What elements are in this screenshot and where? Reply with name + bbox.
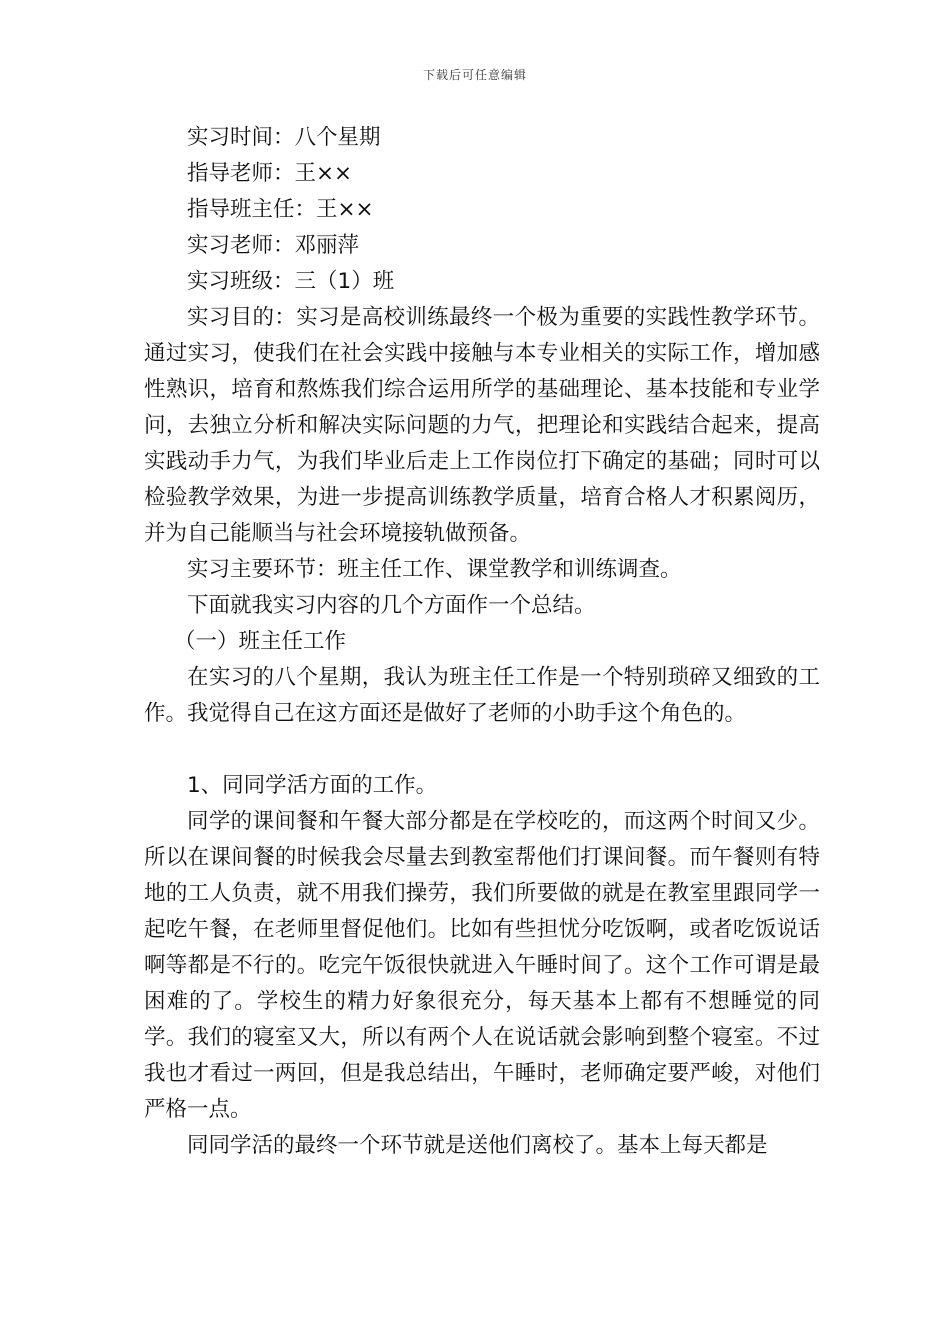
page-header-note: 下载后可任意编辑 [422, 68, 527, 82]
field-label: 指导班主任： [187, 197, 317, 222]
field-value: 王×× [316, 197, 374, 222]
field-label: 实习班级： [187, 269, 295, 294]
main-links-paragraph: 实习主要环节：班主任工作、课堂教学和训练调查。 [187, 557, 682, 582]
student-life-paragraph: 同学的课间餐和午餐大部分都是在学校吃的，而这两个时间又少。所以在课间餐的时候我会尽量去到教室帮他们打课间餐。而午餐则有特地的工人负责，就不用我们操劳，我们所要做的就是在教室里跟同学一起吃午餐，在老师里督促他们。比如有些担忧分吃饭啊，或者吃饭说话啊等都是不行的。吃完午饭很快就进入午睡时间了。这个工作可谓是最困难的了。学校生的精力好象很充分，每天基本上都有不想睡觉的同学。我们的寝室又大，所以有两个人在说话就会影响到整个寝室。不过我也才看过一两回，但是我总结出，午睡时，老师确定要严峻，对他们严格一点。 [144, 809, 820, 1122]
field-head-teacher [144, 192, 820, 228]
field-value: 三（1）班 [294, 269, 395, 294]
section-intro-paragraph: 在实习的八个星期，我认为班主任工作是一个特别琐碎又细致的工作。我觉得自己在这方面还是做好了老师的小助手这个角色的。 [144, 665, 820, 726]
purpose-paragraph: 实习目的：实习是高校训练最终一个极为重要的实践性教学环节。通过实习，使我们在社会实践中接触与本专业相关的实际工作，增加感性熟识，培育和熬炼我们综合运用所学的基础理论、基本技能和专业学问，去独立分析和解决实际问题的力气，把理论和实践结合起来，提高实践动手力气，为我们毕业后走上工作岗位打下确定的基础；同时可以检验教学效果，为进一步提高训练教学质量，培育合格人才积累阅历，并为自己能顺当与社会环境接轨做预备。 [144, 305, 820, 546]
field-label: 实习时间： [187, 125, 295, 150]
summary-intro-paragraph: 下面就我实习内容的几个方面作一个总结。 [187, 593, 596, 618]
field-internship-time [144, 120, 820, 156]
subsection-heading-student-life: 1、同同学活方面的工作。 [187, 773, 438, 798]
field-label: 实习老师： [187, 233, 295, 258]
field-supervisor [144, 156, 820, 192]
field-class [144, 264, 820, 300]
dismissal-paragraph: 同同学活的最终一个环节就是送他们离校了。基本上每天都是 [187, 1133, 768, 1158]
paragraph-gap [144, 732, 820, 768]
field-intern-teacher [144, 228, 820, 264]
section-heading-head-teacher-work: （一）班主任工作 [174, 629, 347, 654]
field-value: 八个星期 [294, 125, 381, 150]
field-value: 邓丽萍 [294, 233, 360, 258]
field-value: 王×× [294, 161, 353, 186]
field-label: 指导老师： [187, 161, 295, 186]
document-body [144, 120, 820, 1164]
